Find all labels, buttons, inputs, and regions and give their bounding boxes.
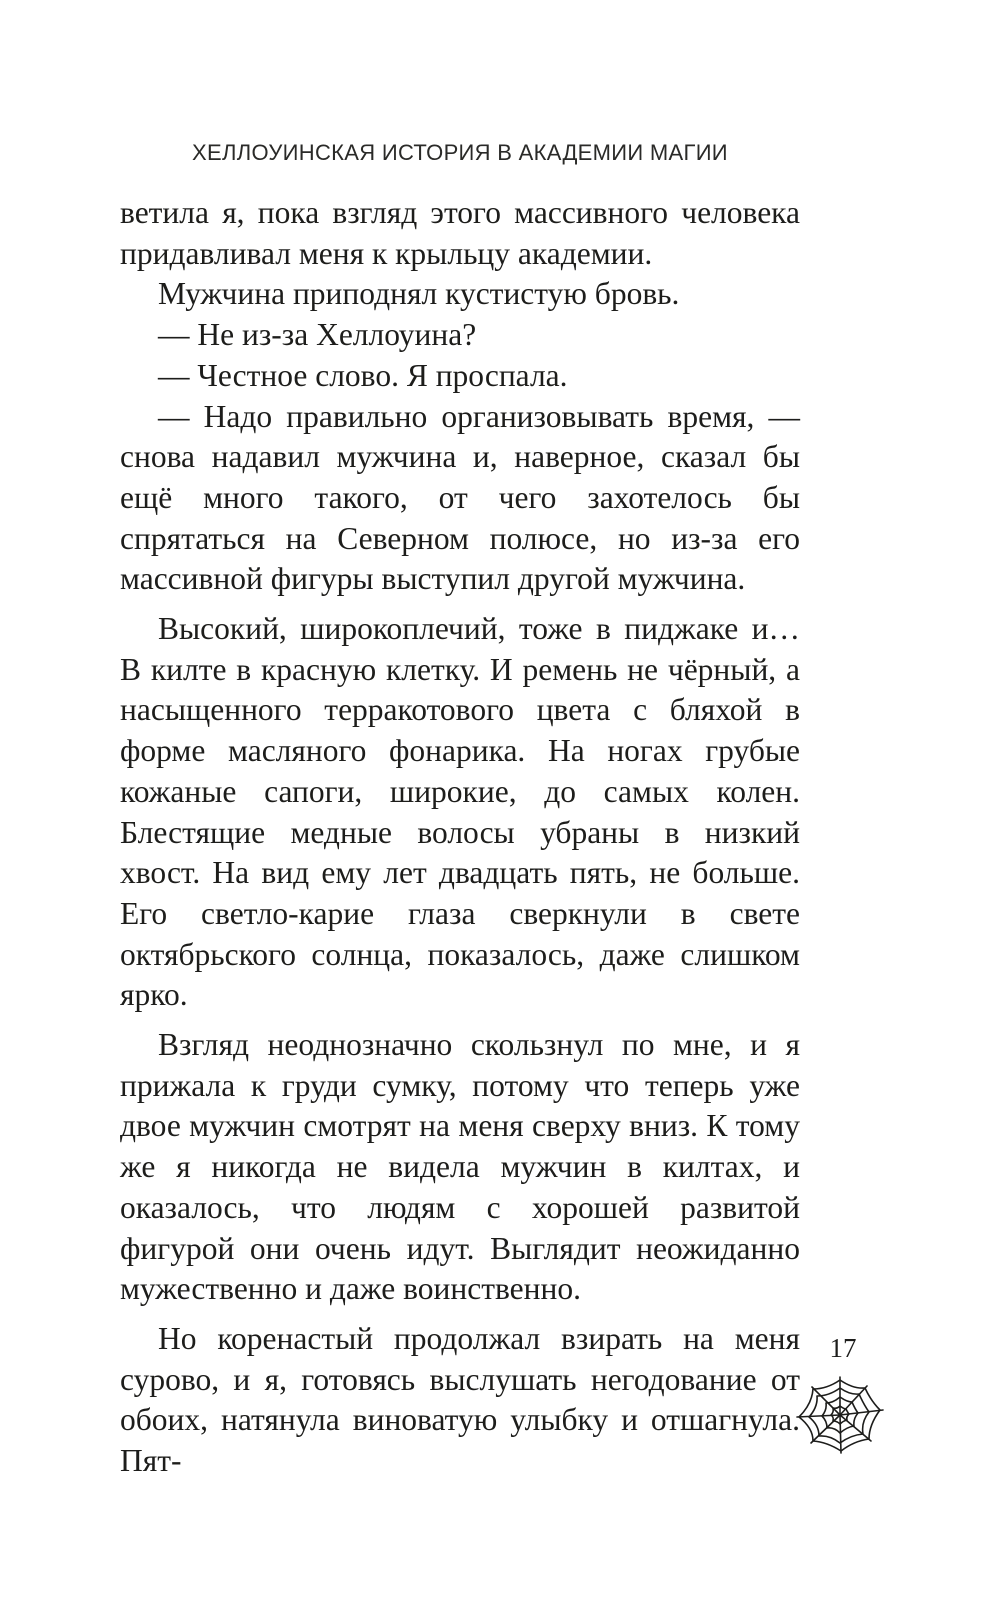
paragraph: Взгляд неоднозначно скользнул по мне, и я прижала к груди сумку, потому что теперь уже двое мужчин смотрят на меня сверху вниз. К тому же я никогда не видела мужчин в килтах, и оказалось, что людям с хорошей развитой фигурой они очень идут. Выглядит неожиданно мужественно и даже воинственно. <box>120 1027 800 1307</box>
page-number: 17 <box>829 1333 857 1363</box>
paragraph: Мужчина приподнял кустистую бровь. <box>158 276 680 312</box>
running-header: ХЕЛЛОУИНСКАЯ ИСТОРИЯ В АКАДЕМИИ МАГИИ <box>192 140 728 165</box>
paragraph: Но коренастый продолжал взирать на меня сурово, и я, готовясь выслушать негодование от обоих, натянула виноватую улыбку и отшагнула. Пят- <box>120 1320 800 1479</box>
paragraph: — Надо правильно организовывать время, — снова надавил мужчина и, наверное, сказал бы ещё много такого, от чего захотелось бы спрятаться на Северном полюсе, но из-за его массивной фигуры выступил другой мужчина. <box>120 398 800 597</box>
paragraph: — Не из-за Хеллоуина? <box>158 317 477 353</box>
spider-web-icon <box>795 1375 885 1455</box>
body-text <box>120 193 800 1482</box>
paragraph: ветила я, пока взгляд этого массивного человека придавливал меня к крыльцу академии. <box>120 195 800 271</box>
paragraph: — Честное слово. Я проспала. <box>158 357 568 393</box>
paragraph: Высокий, широкоплечий, тоже в пиджаке и… В килте в красную клетку. И ремень не чёрный, а насыщенного терракотового цвета с бляхой в форме масляного фонарика. На ногах грубые кожаные сапоги, широкие, до самых колен. Блестящие медные волосы убраны в низкий хвост. На вид ему лет двадцать пять, не больше. Его светло-карие глаза сверкнули в свете октябрьского солнца, показалось, даже слишком ярко. <box>120 611 800 1013</box>
